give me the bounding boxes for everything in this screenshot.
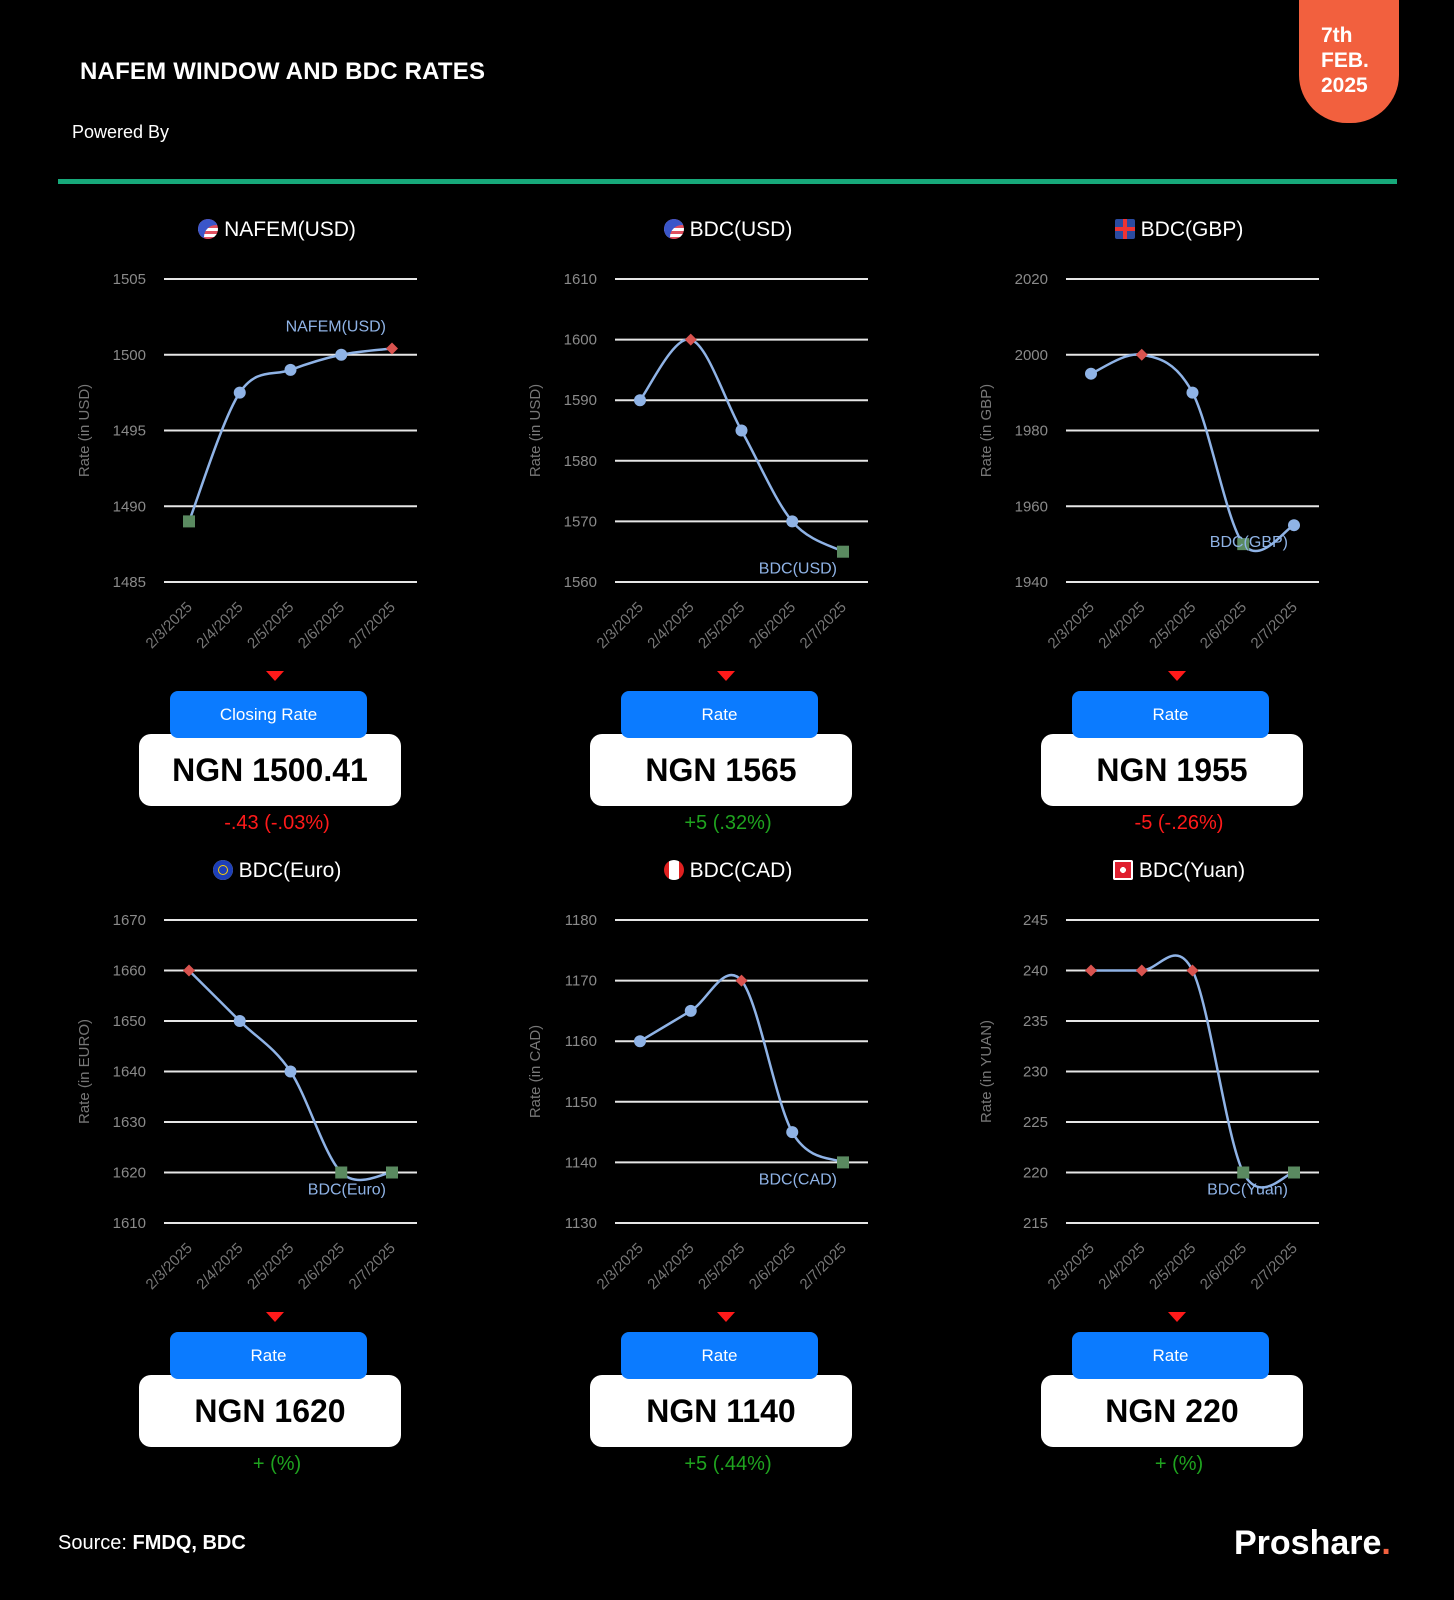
data-point	[234, 1015, 246, 1027]
data-point	[285, 1066, 297, 1078]
max-point-marker	[1136, 965, 1148, 977]
y-tick-label: 1160	[564, 1033, 597, 1051]
min-point-marker	[1237, 1167, 1249, 1179]
header-divider	[58, 179, 1397, 184]
series-line	[640, 339, 843, 551]
y-tick-label: 225	[1022, 1114, 1048, 1131]
y-tick-label: 1560	[563, 574, 597, 591]
y-tick-label: 1580	[563, 452, 597, 470]
series-label: BDC(Yuan)	[1207, 1181, 1288, 1199]
x-tick-label: 2/7/2025	[796, 598, 850, 653]
eu-flag-icon	[213, 860, 233, 880]
y-tick-label: 1590	[563, 392, 597, 410]
y-tick-label: 1980	[1014, 422, 1048, 440]
rate-change: -5 (-.26%)	[1134, 812, 1224, 834]
y-tick-label: 1640	[112, 1063, 146, 1081]
line-chart	[47, 242, 507, 662]
y-tick-label: 1130	[564, 1215, 597, 1232]
panel-title-text: BDC(Yuan)	[1138, 859, 1246, 882]
data-point	[786, 1126, 798, 1138]
x-tick-label: 2/4/2025	[644, 598, 698, 653]
source-value: FMDQ, BDC	[132, 1532, 246, 1554]
data-point	[335, 349, 347, 361]
series-label: BDC(GBP)	[1209, 534, 1288, 552]
max-point-marker	[1085, 965, 1097, 977]
panel-title	[47, 218, 507, 242]
data-point	[634, 394, 646, 406]
x-tick-label: 2/5/2025	[695, 598, 749, 653]
y-tick-label: 1610	[112, 1215, 146, 1232]
max-point-marker	[386, 343, 398, 355]
line-chart	[498, 242, 958, 662]
date-year: 2025	[1321, 74, 1368, 97]
panel-title-text: BDC(GBP)	[1140, 218, 1244, 241]
x-tick-label: 2/7/2025	[345, 598, 399, 653]
page-title: NAFEM WINDOW AND BDC RATES	[80, 58, 486, 85]
caret-down-icon	[717, 671, 735, 681]
max-point-marker	[1187, 965, 1199, 977]
date-badge	[1299, 0, 1399, 123]
line-chart	[498, 883, 958, 1303]
min-point-marker	[837, 1156, 849, 1168]
x-tick-label: 2/7/2025	[1247, 598, 1301, 653]
y-tick-label: 2020	[1014, 271, 1048, 288]
panel-title	[498, 859, 958, 883]
x-tick-label: 2/4/2025	[644, 1239, 698, 1294]
x-tick-label: 2/4/2025	[193, 598, 247, 653]
y-tick-label: 1610	[563, 271, 597, 288]
cn-flag-icon	[1113, 860, 1133, 880]
data-point	[1085, 368, 1097, 380]
x-tick-label: 2/6/2025	[745, 598, 800, 653]
x-tick-label: 2/6/2025	[294, 598, 349, 653]
rate-value: NGN 1140	[590, 1375, 852, 1447]
y-tick-label: 1180	[564, 912, 597, 929]
y-tick-label: 1170	[564, 972, 597, 990]
y-axis-label: Rate (in GBP)	[978, 383, 995, 478]
y-tick-label: 245	[1022, 912, 1048, 929]
y-axis-label: Rate (in YUAN)	[978, 1019, 995, 1124]
y-tick-label: 215	[1022, 1215, 1048, 1232]
us-flag-icon	[664, 219, 684, 239]
brand-dot: .	[1381, 1524, 1391, 1562]
y-axis-label: Rate (in USD)	[527, 383, 544, 478]
line-chart	[949, 883, 1409, 1303]
y-tick-label: 1570	[563, 513, 597, 531]
rate-panel	[498, 218, 958, 858]
caret-down-icon	[1168, 1312, 1186, 1322]
x-tick-label: 2/5/2025	[695, 1239, 749, 1294]
x-tick-label: 2/5/2025	[244, 598, 298, 653]
us-flag-icon	[198, 219, 218, 239]
panel-title-text: BDC(Euro)	[238, 859, 342, 882]
x-tick-label: 2/6/2025	[294, 1239, 349, 1294]
x-tick-label: 2/3/2025	[593, 598, 647, 653]
rate-change: +5 (.44%)	[684, 1453, 772, 1475]
series-line	[640, 975, 843, 1162]
data-point	[685, 1005, 697, 1017]
y-tick-label: 1650	[112, 1013, 146, 1030]
rate-value: NGN 1955	[1041, 734, 1303, 806]
y-tick-label: 1630	[112, 1114, 146, 1131]
panel-title	[949, 218, 1409, 242]
x-tick-label: 2/3/2025	[1044, 598, 1098, 653]
y-tick-label: 1660	[112, 962, 146, 980]
x-tick-label: 2/5/2025	[244, 1239, 298, 1294]
rate-label-tab: Rate	[1072, 691, 1269, 738]
rate-change: +5 (.32%)	[684, 812, 772, 834]
x-tick-label: 2/4/2025	[1095, 1239, 1149, 1294]
y-tick-label: 1960	[1014, 498, 1048, 516]
x-tick-label: 2/3/2025	[142, 598, 196, 653]
y-axis-label: Rate (in USD)	[76, 383, 93, 478]
x-tick-label: 2/7/2025	[345, 1239, 399, 1294]
data-point	[786, 515, 798, 527]
caret-down-icon	[1168, 671, 1186, 681]
rate-change: + (%)	[252, 1453, 302, 1475]
rate-value: NGN 1620	[139, 1375, 401, 1447]
series-line	[1091, 354, 1294, 551]
x-tick-label: 2/5/2025	[1146, 598, 1200, 653]
min-point-marker	[335, 1167, 347, 1179]
rate-change: -.43 (-.03%)	[224, 812, 330, 834]
y-tick-label: 1600	[563, 331, 597, 349]
rate-value: NGN 1565	[590, 734, 852, 806]
panel-title-text: NAFEM(USD)	[224, 218, 356, 241]
brand-name: Proshare	[1234, 1524, 1382, 1562]
panel-title-text: BDC(USD)	[689, 218, 793, 241]
max-point-marker	[685, 334, 697, 346]
y-axis-label: Rate (in EURO)	[76, 1018, 93, 1125]
y-tick-label: 230	[1022, 1063, 1048, 1081]
min-point-marker	[183, 515, 195, 527]
data-point	[234, 387, 246, 399]
panel-title	[47, 859, 507, 883]
caret-down-icon	[266, 671, 284, 681]
y-tick-label: 235	[1022, 1013, 1048, 1030]
y-tick-label: 1495	[112, 422, 146, 440]
x-tick-label: 2/6/2025	[745, 1239, 800, 1294]
x-tick-label: 2/7/2025	[796, 1239, 850, 1294]
y-tick-label: 1490	[112, 498, 146, 516]
uk-flag-icon	[1115, 219, 1135, 239]
rate-panel	[47, 218, 507, 858]
series-label: NAFEM(USD)	[285, 318, 386, 336]
rate-label-tab: Rate	[621, 691, 818, 738]
panel-title	[498, 218, 958, 242]
x-tick-label: 2/6/2025	[1196, 1239, 1251, 1294]
rate-panel	[47, 859, 507, 1499]
brand-logo	[1234, 1524, 1391, 1563]
caret-down-icon	[717, 1312, 735, 1322]
rate-label-tab: Rate	[1072, 1332, 1269, 1379]
data-point	[736, 425, 748, 437]
y-tick-label: 1140	[564, 1154, 597, 1172]
y-tick-label: 1940	[1014, 574, 1048, 591]
x-tick-label: 2/7/2025	[1247, 1239, 1301, 1294]
x-tick-label: 2/3/2025	[142, 1239, 196, 1294]
series-label: BDC(CAD)	[758, 1171, 837, 1189]
max-point-marker	[1136, 349, 1148, 361]
rate-label-tab: Rate	[170, 1332, 367, 1379]
min-point-marker	[386, 1167, 398, 1179]
line-chart	[949, 242, 1409, 662]
panel-title	[949, 859, 1409, 883]
data-point	[1187, 387, 1199, 399]
data-point	[1288, 519, 1300, 531]
x-tick-label: 2/3/2025	[1044, 1239, 1098, 1294]
min-point-marker	[837, 546, 849, 558]
y-tick-label: 1620	[112, 1164, 146, 1182]
y-axis-label: Rate (in CAD)	[527, 1024, 544, 1119]
series-label: BDC(USD)	[758, 560, 837, 578]
y-tick-label: 1670	[112, 912, 146, 929]
panel-title-text: BDC(CAD)	[689, 859, 793, 882]
data-point	[285, 364, 297, 376]
data-point	[634, 1035, 646, 1047]
x-tick-label: 2/4/2025	[1095, 598, 1149, 653]
source-note	[58, 1532, 246, 1555]
y-tick-label: 1150	[564, 1093, 597, 1111]
min-point-marker	[1288, 1167, 1300, 1179]
y-tick-label: 1500	[112, 346, 146, 364]
y-tick-label: 2000	[1014, 346, 1048, 364]
rate-panel	[949, 218, 1409, 858]
series-label: BDC(Euro)	[307, 1181, 386, 1199]
ca-flag-icon	[664, 860, 684, 880]
x-tick-label: 2/6/2025	[1196, 598, 1251, 653]
rate-panel	[498, 859, 958, 1499]
y-tick-label: 1485	[112, 574, 146, 591]
y-tick-label: 240	[1022, 962, 1048, 980]
x-tick-label: 2/3/2025	[593, 1239, 647, 1294]
rate-value: NGN 220	[1041, 1375, 1303, 1447]
rate-label-tab: Rate	[621, 1332, 818, 1379]
x-tick-label: 2/5/2025	[1146, 1239, 1200, 1294]
source-label: Source:	[58, 1532, 127, 1554]
rate-panel	[949, 859, 1409, 1499]
caret-down-icon	[266, 1312, 284, 1322]
y-tick-label: 1505	[112, 271, 146, 288]
powered-by-label: Powered By	[72, 122, 170, 142]
line-chart	[47, 883, 507, 1303]
date-day: 7th	[1321, 24, 1353, 47]
y-tick-label: 220	[1022, 1164, 1048, 1182]
rate-value: NGN 1500.41	[139, 734, 401, 806]
rate-change: + (%)	[1154, 1453, 1204, 1475]
date-month: FEB.	[1321, 49, 1369, 72]
x-tick-label: 2/4/2025	[193, 1239, 247, 1294]
rate-label-tab: Closing Rate	[170, 691, 367, 738]
